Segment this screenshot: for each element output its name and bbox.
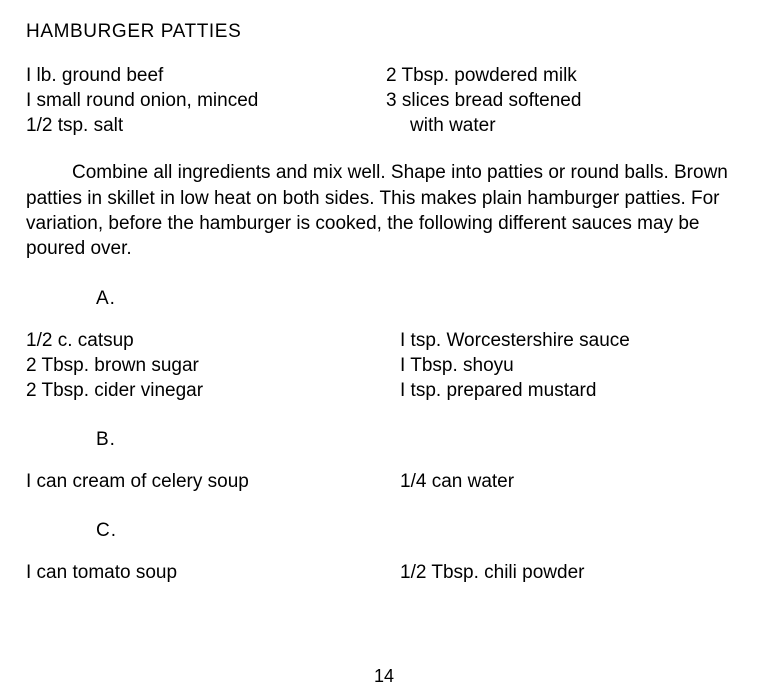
ingredient-line: with water [410, 115, 496, 137]
page-number: 14 [373, 666, 395, 686]
ingredient-line: 3 slices bread softened [386, 89, 582, 111]
ingredient-line: 2 Tbsp. cider vinegar [26, 380, 204, 402]
ingredient-line: I tsp. Worcestershire sauce [400, 329, 630, 351]
ingredient-line: I small round onion, minced [26, 89, 259, 111]
instructions-text: Combine all ingredients and mix well. Shape into patties or round balls. Brown patties in skillet in low heat on both sides. This makes plain hamburger patties. For variation, before the hamburger is cooked, the following different sauces may be poured over. [26, 162, 728, 260]
main-ingredients [26, 63, 738, 138]
ingredient-line: I tsp. prepared mustard [400, 380, 597, 402]
section-letter-a: A. [96, 287, 116, 309]
ingredient-line: 1/2 c. catsup [26, 329, 134, 351]
section-c-ingredients [26, 560, 738, 585]
ingredient-line: I can cream of celery soup [26, 471, 249, 493]
section-letter-c: C. [96, 520, 117, 542]
ingredient-line: I Tbsp. shoyu [400, 355, 514, 377]
main-ingredients-right-column [386, 63, 738, 138]
section-a-left-column [26, 328, 386, 403]
ingredient-line: I lb. ground beef [26, 64, 164, 86]
page-title: HAMBURGER PATTIES [26, 21, 242, 42]
section-b-ingredients [26, 469, 738, 494]
ingredient-line: 2 Tbsp. powdered milk [386, 64, 577, 86]
section-a-right-column [386, 328, 738, 403]
ingredient-line: 2 Tbsp. brown sugar [26, 355, 199, 377]
section-b-right-column [386, 469, 738, 494]
ingredient-line: I can tomato soup [26, 562, 178, 584]
ingredient-line: 1/2 tsp. salt [26, 115, 124, 137]
instructions-paragraph [26, 160, 738, 262]
section-a-ingredients [26, 328, 738, 403]
section-b-left-column [26, 469, 386, 494]
section-letter-b: B. [96, 429, 116, 451]
ingredient-line: 1/4 can water [400, 471, 515, 493]
main-ingredients-left-column [26, 63, 386, 138]
ingredient-line: 1/2 Tbsp. chili powder [400, 562, 585, 584]
section-c-left-column [26, 560, 386, 585]
section-c-right-column [386, 560, 738, 585]
